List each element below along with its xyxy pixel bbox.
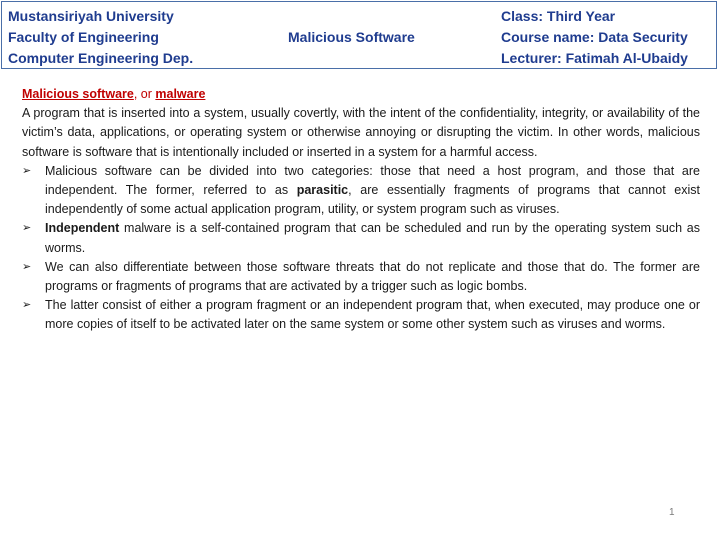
title-malicious-software: Malicious software <box>22 87 134 101</box>
section-title <box>22 85 700 104</box>
title-malware: malware <box>155 87 206 101</box>
faculty-name: Faculty of Engineering <box>8 29 159 45</box>
bullet-list <box>22 162 700 335</box>
course-name: Course name: Data Security <box>501 29 688 45</box>
class-year: Class: Third Year <box>501 8 616 24</box>
department-name: Computer Engineering Dep. <box>8 50 194 66</box>
title-separator: , or <box>133 87 156 101</box>
slide-content <box>22 85 700 335</box>
arrow-bullet-icon: ➢ <box>22 164 32 177</box>
bullet-item: ➢ Malicious software can be divided into two categories: those that need a host program, and those that are independent. The former, referred to as parasitic, are essentially fragments of programs that cannot exist independently of some actual application program, utility, or system program such as viruses. <box>22 163 701 217</box>
term-parasitic: parasitic <box>296 183 349 198</box>
university-name: Mustansiriyah University <box>8 8 174 24</box>
bullet-item: ➢ Independent malware is a self-contained program that can be scheduled and run by the operating system such as worms. <box>22 221 700 255</box>
page-number: 1 <box>669 507 675 518</box>
lecturer-name: Lecturer: Fatimah Al-Ubaidy <box>501 50 688 66</box>
definition-paragraph: A program that is inserted into a system, usually covertly, with the intent of the confidentiality, integrity, or availability of the victim’s data, applications, or operating system or otherwise annoying or disrupting the victim. In other words, malicious software is software that is intentionally included or inserted in a system for a harmful access. <box>22 106 700 159</box>
bullet-item: ➢ We can also differentiate between those software threats that do not replicate and those that do. The former are programs or fragments of programs that are activated by a trigger such as logic bombs. <box>22 259 700 294</box>
lecture-topic: Malicious Software <box>288 29 415 45</box>
bullet-item: ➢ The latter consist of either a program fragment or an independent program that, when executed, may produce one or more copies of itself to be activated later on the same system or some other system such as viruses and worms. <box>22 298 700 332</box>
term-independent: Independent <box>45 221 120 236</box>
arrow-bullet-icon: ➢ <box>22 222 32 235</box>
arrow-bullet-icon: ➢ <box>22 260 32 273</box>
arrow-bullet-icon: ➢ <box>22 299 32 312</box>
header-box <box>1 1 717 69</box>
